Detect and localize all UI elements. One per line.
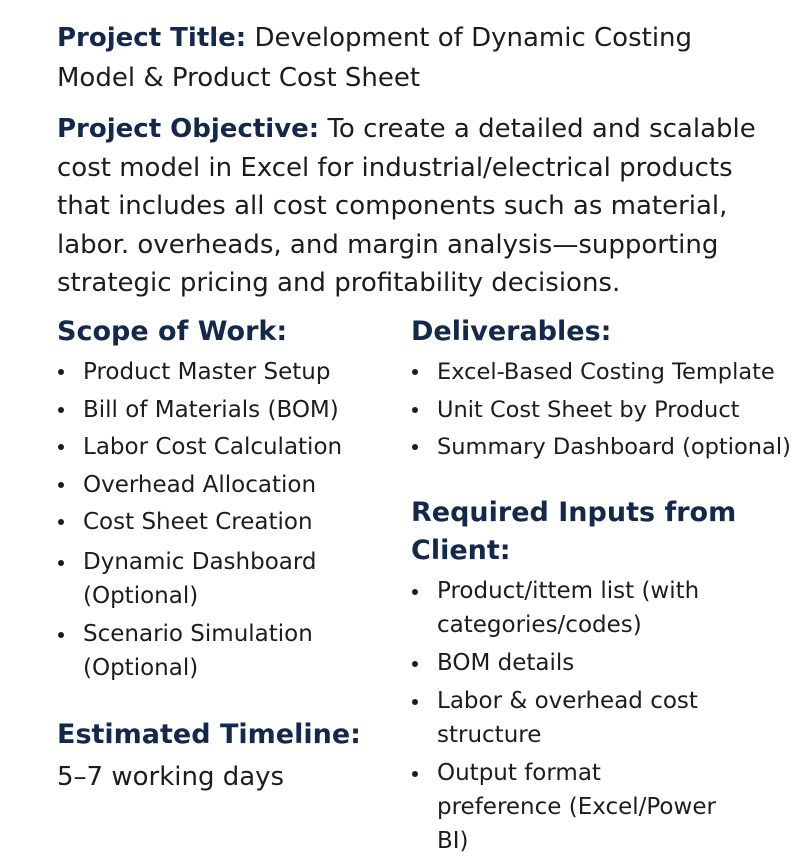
scope-item: Product Master Setup bbox=[57, 354, 367, 392]
project-title-text: Development of Dynamic Costing Model & Product Cost Sheet bbox=[57, 23, 693, 93]
scope-item: Overhead Allocation bbox=[57, 467, 367, 505]
scope-item: Dynamic Dashboard (Optional) bbox=[57, 545, 367, 613]
deliverables-heading: Deliverables: bbox=[411, 316, 612, 347]
estimated-timeline-heading: Estimated Timeline: bbox=[57, 719, 361, 750]
project-objective-text: To create a detailed and scalable cost model in Excel for industrial/electrical products that includes all cost components such as material, labor. overheads, and margin analysis—supporting strategic pricing and profitability decisions. bbox=[57, 114, 756, 298]
project-title-label: Project Title: bbox=[57, 23, 247, 53]
scope-item: Bill of Materials (BOM) bbox=[57, 392, 367, 430]
scope-of-work-list bbox=[57, 354, 367, 685]
input-item: Product/ittem list (with categories/codes) bbox=[411, 574, 731, 642]
scope-item: Labor Cost Calculation bbox=[57, 429, 367, 467]
required-inputs-list bbox=[411, 574, 731, 858]
input-item: BOM details bbox=[411, 646, 731, 680]
deliverables-list bbox=[411, 354, 796, 467]
estimated-timeline-value: 5–7 working days bbox=[57, 762, 285, 792]
input-item: Output format preference (Excel/Power BI) bbox=[411, 756, 731, 858]
deliverable-item: Unit Cost Sheet by Product bbox=[411, 392, 796, 430]
scope-of-work-heading: Scope of Work: bbox=[57, 316, 288, 347]
required-inputs-heading: Required Inputs from Client: bbox=[411, 497, 737, 566]
scope-item: Scenario Simulation (Optional) bbox=[57, 617, 367, 685]
input-item: Labor & overhead cost structure bbox=[411, 684, 731, 752]
project-title bbox=[57, 18, 777, 98]
project-objective bbox=[57, 110, 757, 303]
project-objective-label: Project Objective: bbox=[57, 114, 320, 144]
deliverable-item: Excel-Based Costing Template bbox=[411, 354, 796, 392]
deliverable-item: Summary Dashboard (optional) bbox=[411, 429, 796, 467]
scope-item: Cost Sheet Creation bbox=[57, 504, 367, 542]
